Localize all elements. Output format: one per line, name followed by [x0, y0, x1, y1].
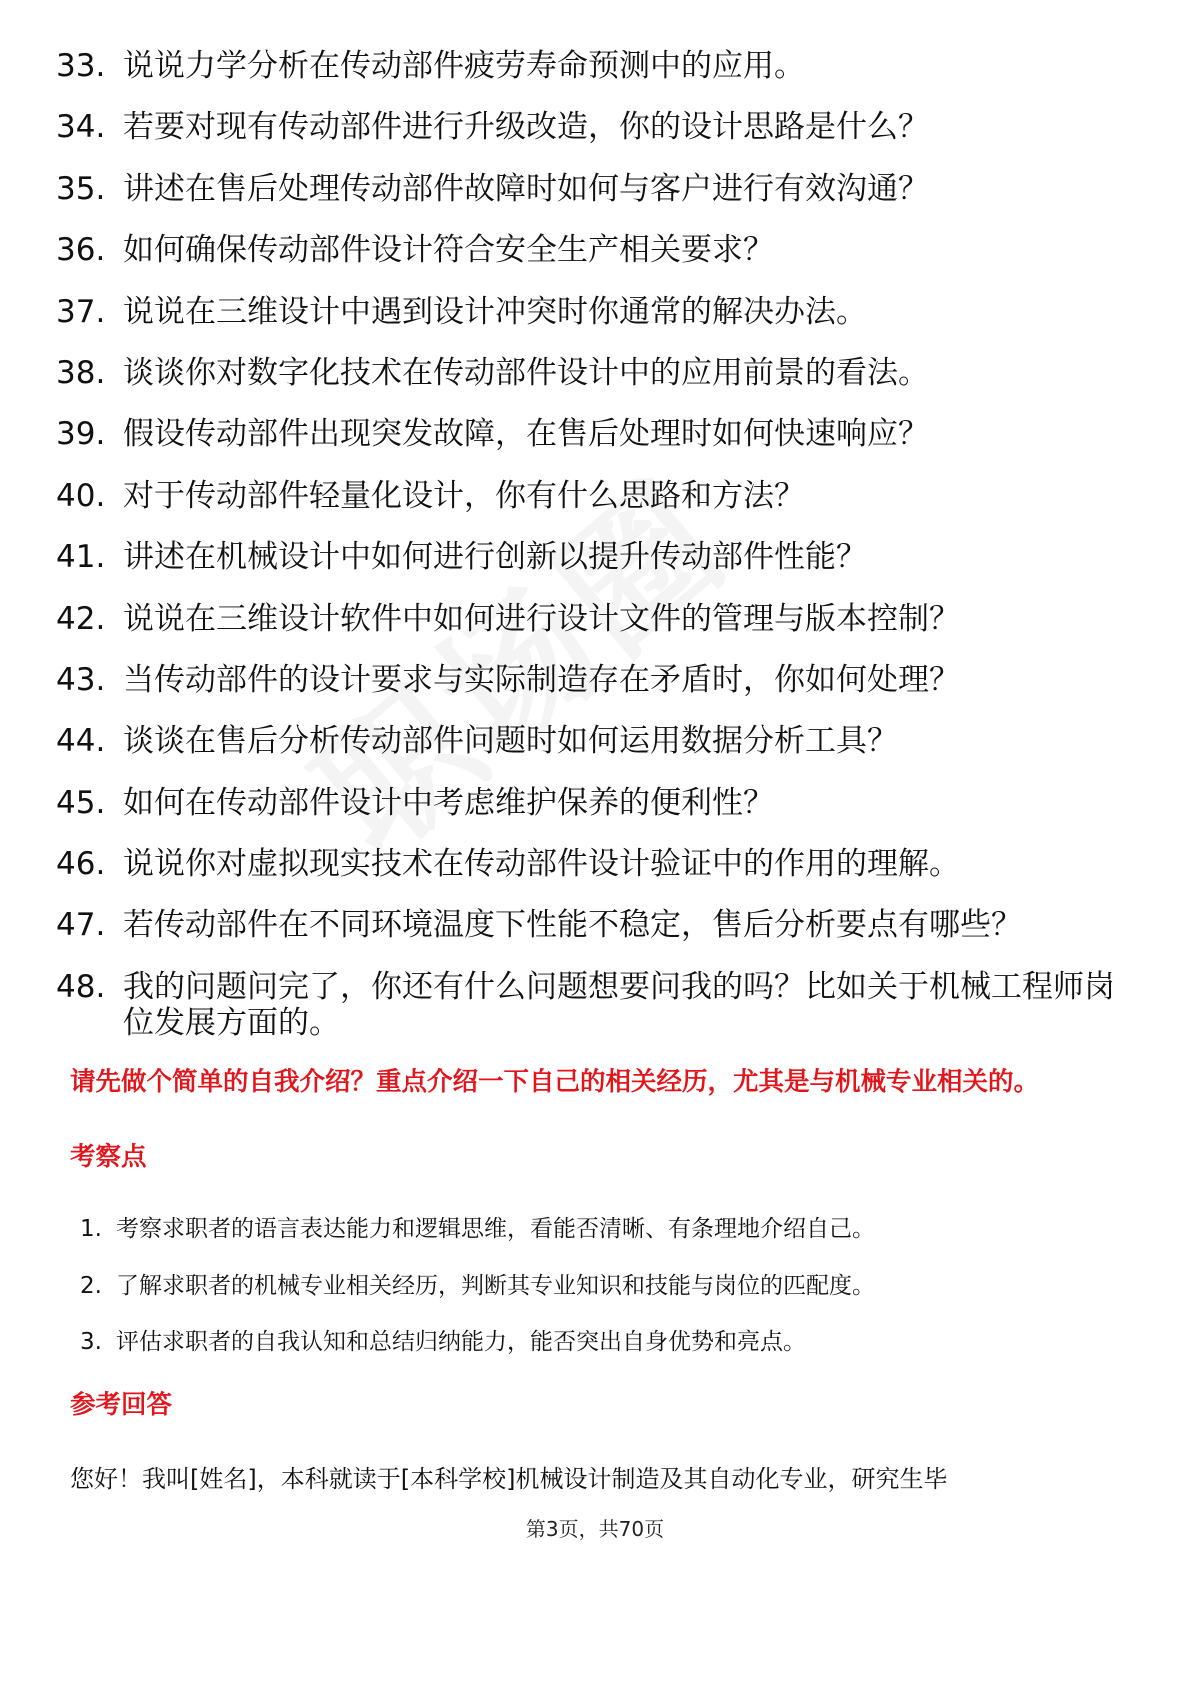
question-item — [56, 785, 1136, 821]
question-item — [56, 232, 1136, 268]
question-list — [56, 48, 1136, 1066]
question-number: 38. — [56, 354, 106, 391]
question-text: 说说在三维设计软件中如何进行设计文件的管理与版本控制？ — [123, 600, 960, 637]
point-item — [80, 1271, 1130, 1301]
point-item — [80, 1327, 1130, 1357]
question-text: 我的问题问完了，你还有什么问题想要问我的吗？比如关于机械工程师岗位发展方面的。 — [123, 968, 1115, 1041]
points-list — [80, 1214, 1130, 1384]
question-number: 39. — [56, 416, 106, 453]
point-number: 2. — [80, 1272, 102, 1299]
question-text: 说说在三维设计中遇到设计冲突时你通常的解决办法。 — [123, 293, 867, 330]
point-item — [80, 1214, 1130, 1244]
question-item — [56, 355, 1136, 391]
question-text: 若要对现有传动部件进行升级改造，你的设计思路是什么？ — [123, 109, 929, 146]
question-number: 45. — [56, 784, 106, 821]
page-footer: 第3页，共70页 — [525, 1517, 665, 1541]
point-number: 1. — [80, 1216, 102, 1242]
point-number: 3. — [80, 1329, 102, 1355]
question-text: 谈谈在售后分析传动部件问题时如何运用数据分析工具？ — [123, 723, 898, 760]
question-text: 当传动部件的设计要求与实际制造存在矛盾时，你如何处理？ — [123, 661, 960, 698]
question-item — [56, 539, 1136, 575]
question-item — [56, 478, 1136, 514]
question-number: 34. — [56, 109, 106, 146]
question-item — [56, 109, 1136, 145]
question-text: 谈谈你对数字化技术在传动部件设计中的应用前景的看法。 — [123, 354, 929, 391]
question-item — [56, 171, 1136, 207]
question-number: 48. — [56, 968, 106, 1005]
question-item — [56, 416, 1136, 452]
question-text: 假设传动部件出现突发故障，在售后处理时如何快速响应？ — [123, 416, 929, 453]
question-text: 对于传动部件轻量化设计，你有什么思路和方法？ — [123, 477, 805, 514]
question-item — [56, 969, 1136, 1041]
points-section-title: 考察点 — [70, 1142, 147, 1172]
question-text: 说说你对虚拟现实技术在传动部件设计验证中的作用的理解。 — [123, 846, 960, 883]
question-number: 42. — [56, 600, 106, 637]
question-number: 46. — [56, 846, 106, 883]
point-text: 考察求职者的语言表达能力和逻辑思维，看能否清晰、有条理地介绍自己。 — [116, 1216, 875, 1242]
answer-section-title: 参考回答 — [70, 1390, 173, 1420]
question-text: 说说力学分析在传动部件疲劳寿命预测中的应用。 — [123, 48, 805, 84]
question-number: 35. — [56, 170, 106, 207]
question-number: 44. — [56, 723, 106, 760]
question-item — [56, 907, 1136, 943]
question-text: 如何在传动部件设计中考虑维护保养的便利性？ — [123, 784, 774, 821]
question-item — [56, 294, 1136, 330]
question-number: 47. — [56, 907, 106, 944]
question-text: 若传动部件在不同环境温度下性能不稳定，售后分析要点有哪些？ — [123, 907, 1022, 944]
question-number: 40. — [56, 477, 106, 514]
question-number: 36. — [56, 232, 106, 269]
question-text: 讲述在机械设计中如何进行创新以提升传动部件性能？ — [123, 539, 867, 576]
question-heading: 请先做个简单的自我介绍？重点介绍一下自己的相关经历，尤其是与机械专业相关的。 — [70, 1067, 1040, 1097]
question-number: 41. — [56, 539, 106, 576]
question-text: 如何确保传动部件设计符合安全生产相关要求？ — [123, 232, 774, 269]
question-item — [56, 846, 1136, 882]
answer-text: 您好！我叫[姓名]，本科就读于[本科学校]机械设计制造及其自动化专业，研究生毕 — [70, 1465, 948, 1493]
point-text: 评估求职者的自我认知和总结归纳能力，能否突出自身优势和亮点。 — [116, 1329, 806, 1355]
question-number: 37. — [56, 293, 106, 330]
question-item — [56, 48, 1136, 84]
question-text: 讲述在售后处理传动部件故障时如何与客户进行有效沟通？ — [123, 170, 929, 207]
question-number: 43. — [56, 661, 106, 698]
question-number: 33. — [56, 48, 106, 84]
question-item — [56, 662, 1136, 698]
question-item — [56, 601, 1136, 637]
point-text: 了解求职者的机械专业相关经历，判断其专业知识和技能与岗位的匹配度。 — [116, 1272, 875, 1299]
question-item — [56, 723, 1136, 759]
